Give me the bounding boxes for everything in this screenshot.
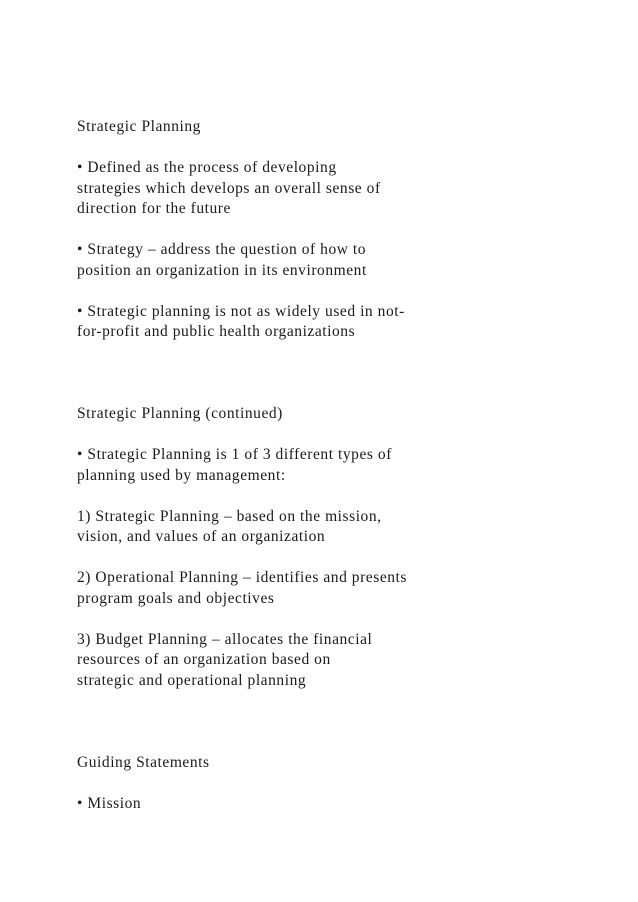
text-line: resources of an organization based on	[77, 651, 331, 668]
numbered-line: 1) Strategic Planning – based on the mission,	[77, 507, 382, 525]
bullet-line: • Strategy – address the question of how to	[77, 241, 367, 258]
document-page	[77, 117, 597, 814]
numbered-line: 3) Budget Planning – allocates the financial	[77, 630, 373, 648]
bullet-line: • Strategic Planning is 1 of 3 different types of	[77, 446, 392, 463]
section-title: Strategic Planning (continued)	[77, 405, 283, 422]
section-title: Strategic Planning	[77, 118, 201, 135]
text-line: for-profit and public health organizations	[77, 323, 356, 340]
bullet-line: • Strategic planning is not as widely used in not-	[77, 302, 405, 320]
numbered-line: 2) Operational Planning – identifies and presents	[77, 569, 407, 586]
text-line: vision, and values of an organization	[77, 528, 326, 545]
bullet-line: • Mission	[77, 794, 142, 812]
bullet-line: • Defined as the process of developing	[77, 159, 337, 176]
text-line: direction for the future	[77, 200, 231, 217]
text-line: planning used by management:	[77, 466, 286, 484]
text-line: strategic and operational planning	[77, 671, 307, 689]
text-line: program goals and objectives	[77, 589, 275, 607]
text-line: position an organization in its environment	[77, 261, 367, 279]
text-line: strategies which develops an overall sense of	[77, 179, 381, 197]
section-title: Guiding Statements	[77, 753, 210, 771]
